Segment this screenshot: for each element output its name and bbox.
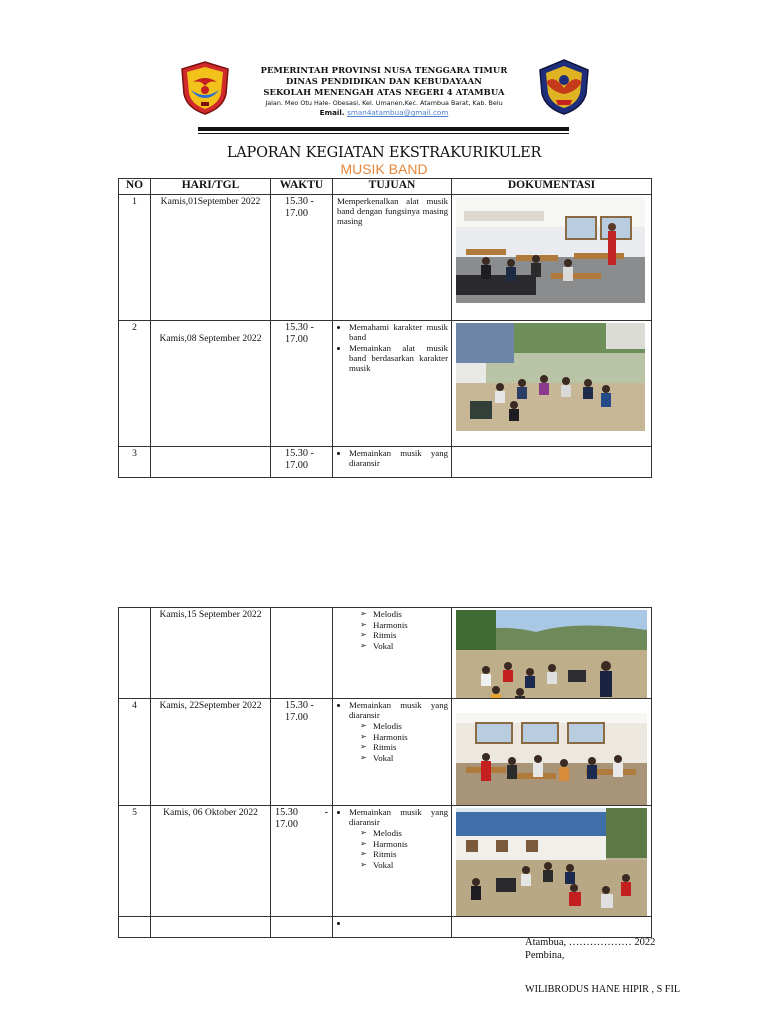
place-date: Atambua, ……………… 2022 bbox=[525, 937, 656, 948]
row1-no: 1 bbox=[118, 194, 151, 321]
row3b-time bbox=[270, 607, 333, 699]
row5-date: Kamis, 06 Oktober 2022 bbox=[150, 805, 271, 917]
row6-documentation bbox=[451, 916, 652, 938]
list-item: ➢ Ritmis bbox=[373, 849, 448, 860]
row1-time: 15.30 - 17.00 bbox=[270, 194, 333, 321]
row3b-date: Kamis,15 September 2022 bbox=[150, 607, 271, 699]
outdoor-session-photo bbox=[456, 323, 645, 431]
email-label: Email. bbox=[319, 108, 345, 117]
list-item: • Memainkan alat musik band berdasarkan karakter musik bbox=[349, 343, 448, 373]
row2-no: 2 bbox=[118, 320, 151, 447]
row6-no bbox=[118, 916, 151, 938]
col-header-time: WAKTU bbox=[270, 178, 333, 195]
row3-no: 3 bbox=[118, 446, 151, 478]
row4-no: 4 bbox=[118, 698, 151, 806]
row5-time-dash: - bbox=[324, 807, 328, 818]
report-subtitle: MUSIK BAND bbox=[340, 161, 428, 177]
row5-skill-list bbox=[337, 828, 448, 870]
list-item: • Memainkan musik yang diaransir bbox=[349, 448, 448, 468]
row1-date: Kamis,01September 2022 bbox=[150, 194, 271, 321]
signer-role: Pembina, bbox=[525, 950, 565, 961]
col-header-documentation: DOKUMENTASI bbox=[451, 178, 652, 195]
col-header-date: HARI/TGL bbox=[150, 178, 271, 195]
row6-date bbox=[150, 916, 271, 938]
row5-goal bbox=[332, 805, 452, 917]
row5-no: 5 bbox=[118, 805, 151, 917]
row1-documentation bbox=[451, 194, 652, 321]
col-header-no: NO bbox=[118, 178, 151, 195]
row3-goal-list bbox=[337, 448, 448, 468]
letterhead-government: PEMERINTAH PROVINSI NUSA TENGGARA TIMUR bbox=[260, 65, 508, 75]
row1-goal-text: Memperkenalkan alat musik band dengan fungsinya masing masing bbox=[337, 196, 448, 226]
list-item: ➢ Vokal bbox=[373, 753, 448, 764]
row3-time: 15.30 - 17.00 bbox=[270, 446, 333, 478]
letterhead-department: DINAS PENDIDIKAN DAN KEBUDAYAAN bbox=[286, 76, 482, 86]
signer-name: WILIBRODUS HANE HIPIR , S FIL bbox=[525, 984, 681, 995]
list-item: ➢ Melodis bbox=[373, 609, 448, 620]
report-title: LAPORAN KEGIATAN EKSTRAKURIKULER bbox=[226, 145, 542, 161]
list-item: • Memainkan musik yang diaransir bbox=[349, 700, 448, 720]
row3-goal bbox=[332, 446, 452, 478]
row5-documentation bbox=[451, 805, 652, 917]
row6-goal bbox=[332, 916, 452, 938]
row1-goal bbox=[332, 194, 452, 321]
row3-date bbox=[150, 446, 271, 478]
row3b-skill-list bbox=[337, 609, 448, 651]
list-item: ➢ Ritmis bbox=[373, 630, 448, 641]
row6-goal-list bbox=[337, 918, 448, 928]
province-emblem-logo bbox=[179, 60, 231, 116]
row5-goal-list bbox=[337, 807, 448, 827]
row3-documentation bbox=[451, 446, 652, 478]
row4-goal bbox=[332, 698, 452, 806]
row3b-documentation bbox=[451, 607, 652, 699]
list-item: ➢ Harmonis bbox=[373, 839, 448, 850]
row2-goal bbox=[332, 320, 452, 447]
letterhead-address: Jalan. Meo Otu Hale- Obesasi, Kel. Umanen,Kec. Atambua Barat, Kab. Belu bbox=[265, 99, 503, 107]
schoolyard-photo bbox=[456, 808, 647, 916]
outdoor-hills-photo bbox=[456, 610, 647, 699]
row5-time-start: 15.30 bbox=[275, 807, 298, 818]
row6-time bbox=[270, 916, 333, 938]
row2-goal-list bbox=[337, 322, 448, 373]
row4-documentation bbox=[451, 698, 652, 806]
letterhead bbox=[232, 65, 536, 118]
row4-time: 15.30 - 17.00 bbox=[270, 698, 333, 806]
row5-time bbox=[270, 805, 333, 917]
email-link[interactable]: sman4atambua@gmail.com bbox=[347, 108, 449, 117]
row4-date: Kamis, 22September 2022 bbox=[150, 698, 271, 806]
classroom-seated-photo bbox=[456, 713, 647, 805]
list-item: ➢ Ritmis bbox=[373, 742, 448, 753]
letterhead-school: SEKOLAH MENENGAH ATAS NEGERI 4 ATAMBUA bbox=[263, 87, 505, 97]
list-item: ➢ Melodis bbox=[373, 828, 448, 839]
row3b-no bbox=[118, 607, 151, 699]
row4-skill-list bbox=[337, 721, 448, 763]
row4-goal-list bbox=[337, 700, 448, 720]
classroom-music-photo bbox=[456, 197, 645, 303]
list-item: • Memainkan musik yang diaransir bbox=[349, 807, 448, 827]
row2-date: Kamis,08 September 2022 bbox=[150, 320, 271, 447]
row3b-goal bbox=[332, 607, 452, 699]
letterhead-email-line bbox=[232, 108, 536, 118]
row2-documentation bbox=[451, 320, 652, 447]
row2-time: 15.30 - 17.00 bbox=[270, 320, 333, 447]
list-item: ➢ Melodis bbox=[373, 721, 448, 732]
list-item: ➢ Vokal bbox=[373, 641, 448, 652]
list-item bbox=[349, 918, 448, 928]
row5-time-end: 17.00 bbox=[275, 819, 298, 830]
row5-time-start-line bbox=[275, 807, 328, 819]
letterhead-thick-rule bbox=[198, 127, 569, 131]
list-item: ➢ Vokal bbox=[373, 860, 448, 871]
school-emblem-logo bbox=[536, 58, 592, 116]
letterhead-thin-rule bbox=[198, 133, 569, 134]
list-item: ➢ Harmonis bbox=[373, 620, 448, 631]
col-header-goal: TUJUAN bbox=[332, 178, 452, 195]
list-item: • Memahami karakter musik band bbox=[349, 322, 448, 342]
list-item: ➢ Harmonis bbox=[373, 732, 448, 743]
